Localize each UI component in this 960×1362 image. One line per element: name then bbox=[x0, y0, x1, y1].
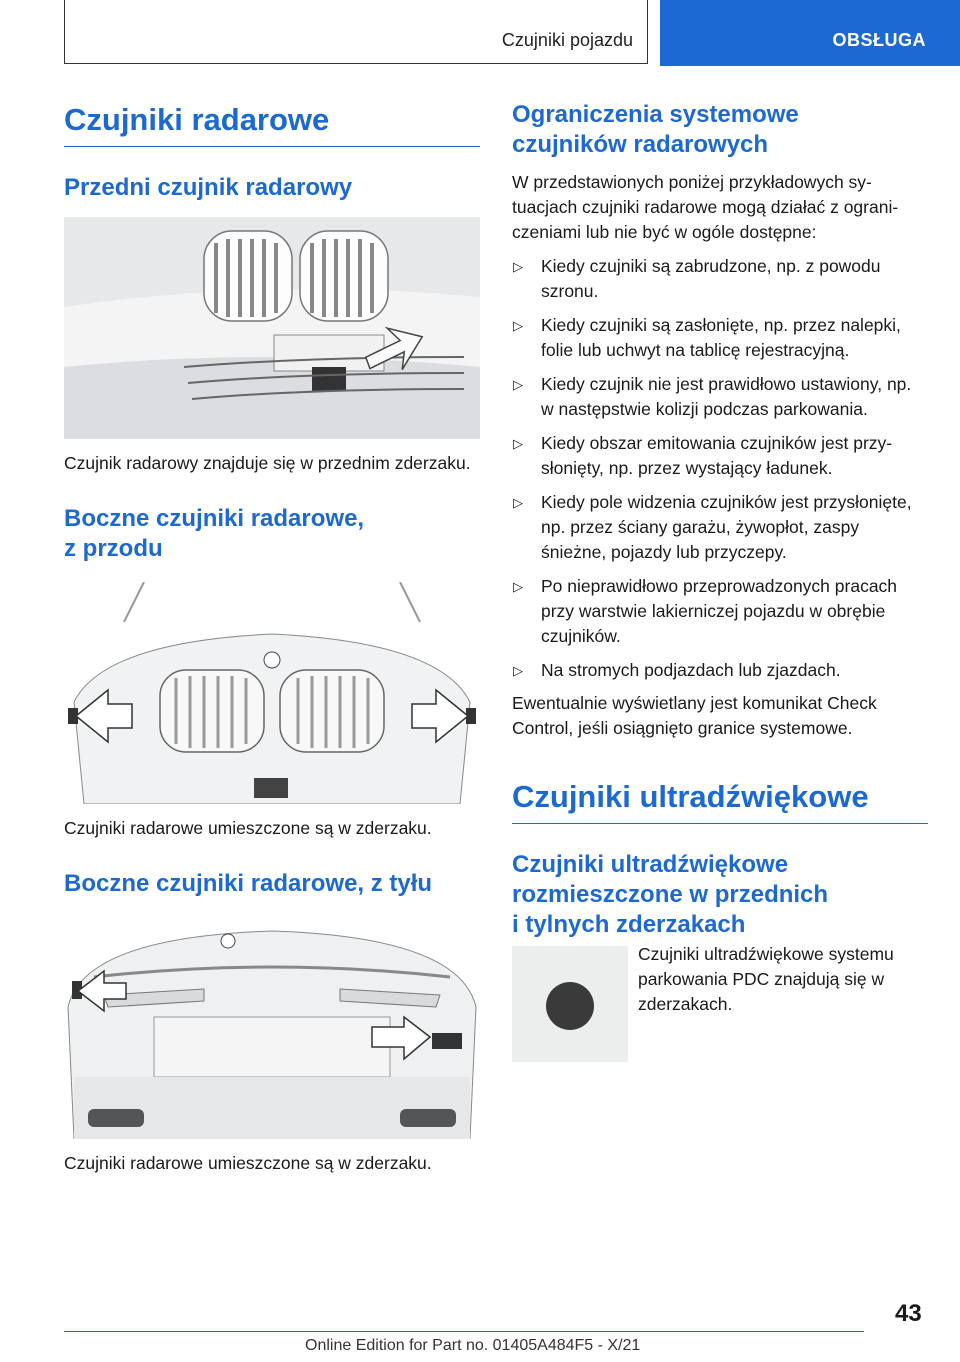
side-front-radar-caption: Czujniki radarowe umieszczone są w zderzaku. bbox=[64, 818, 432, 838]
ultrasonic-heading-line1: Czujniki ultradźwiękowe bbox=[512, 851, 789, 878]
side-rear-radar-image bbox=[64, 917, 480, 1139]
ultrasonic-heading-line3: i tylnych zderzakach bbox=[512, 911, 746, 938]
header-section-label: Czujniki pojazdu bbox=[501, 30, 633, 50]
list-item: ▷ Kiedy czujniki są zabrudzone, np. z powodu szronu. bbox=[513, 256, 881, 301]
ultrasonic-heading-line2: rozmieszczone w przednich bbox=[512, 881, 829, 908]
bullet-triangle-icon: ▷ bbox=[513, 377, 523, 392]
front-radar-heading: Przedni czujnik radarowy bbox=[64, 174, 353, 201]
left-column bbox=[64, 100, 480, 1176]
page-number: 43 bbox=[895, 1300, 922, 1327]
system-limits-intro: W przedstawionych poniżej przykładowych sytuacjach czujniki radarowe mogą działać z ograniczeniami lub nie być w ogóle dostępne: bbox=[512, 172, 899, 242]
bullet-triangle-icon: ▷ bbox=[513, 436, 523, 451]
side-front-heading-line2: z przodu bbox=[64, 535, 163, 562]
side-rear-radar-heading: Boczne czujniki radarowe, z tyłu bbox=[64, 870, 433, 897]
ultrasonic-title: Czujniki ultradźwiękowe bbox=[512, 777, 928, 824]
list-item: ▷ Na stromych podjazdach lub zjazdach. bbox=[512, 658, 928, 683]
list-item: ▷ Kiedy pole widzenia czujników jest przysłonięte, np. przez ściany garażu, żywopłot, zaspy śnieżne, pojazdy lub przyczepy. bbox=[513, 492, 912, 562]
right-column bbox=[512, 100, 928, 1066]
system-limits-list bbox=[512, 254, 928, 683]
list-item: ▷ Kiedy czujniki są zasłonięte, np. przez nalepki, folie lub uchwyt na tablicę rejestracyjną. bbox=[513, 315, 901, 360]
front-radar-image bbox=[64, 217, 480, 439]
list-item: ▷ Po nieprawidłowo przeprowadzonych pracach przy warstwie lakierniczej pojazdu w obrębie czujników. bbox=[513, 576, 898, 646]
system-limits-heading-line1: Ograniczenia systemowe bbox=[512, 101, 799, 128]
footer-divider bbox=[64, 1331, 864, 1332]
ultrasonic-block bbox=[512, 946, 928, 1066]
side-front-heading-line1: Boczne czujniki radarowe, bbox=[64, 505, 365, 532]
header-chapter-label: OBSŁUGA bbox=[832, 30, 926, 50]
system-limits-heading bbox=[512, 100, 928, 160]
side-rear-radar-caption: Czujniki radarowe umieszczone są w zderzaku. bbox=[64, 1153, 432, 1173]
system-limits-heading-line2: czujników radarowych bbox=[512, 131, 769, 158]
footer-edition: Online Edition for Part no. 01405A484F5 - X/21 bbox=[305, 1337, 641, 1354]
bullet-triangle-icon: ▷ bbox=[513, 259, 523, 274]
header-chapter-tab bbox=[660, 0, 960, 66]
bullet-triangle-icon: ▷ bbox=[513, 663, 523, 678]
bullet-triangle-icon: ▷ bbox=[513, 579, 523, 594]
system-limits-outro: Ewentualnie wyświetlany jest komunikat Check Control, jeśli osiągnięto granice systemowe. bbox=[512, 693, 877, 738]
bullet-triangle-icon: ▷ bbox=[513, 495, 523, 510]
ultrasonic-heading bbox=[512, 850, 928, 940]
header-section-tab bbox=[64, 0, 648, 64]
ultrasonic-text: Czujniki ultradźwiękowe systemu parkowania PDC znajdują się w zderzakach. bbox=[638, 944, 894, 1014]
ultrasonic-sensor-image bbox=[512, 946, 628, 1062]
side-front-radar-image bbox=[64, 582, 480, 804]
side-front-radar-heading bbox=[64, 504, 480, 564]
front-radar-caption: Czujnik radarowy znajduje się w przednim zderzaku. bbox=[64, 453, 471, 473]
list-item: ▷ Kiedy czujnik nie jest prawidłowo ustawiony, np. w następstwie kolizji podczas parkowania. bbox=[513, 374, 912, 419]
page-title: Czujniki radarowe bbox=[64, 100, 480, 147]
bullet-triangle-icon: ▷ bbox=[513, 318, 523, 333]
list-item: ▷ Kiedy obszar emitowania czujników jest przysłonięty, np. przez wystający ładunek. bbox=[513, 433, 893, 478]
